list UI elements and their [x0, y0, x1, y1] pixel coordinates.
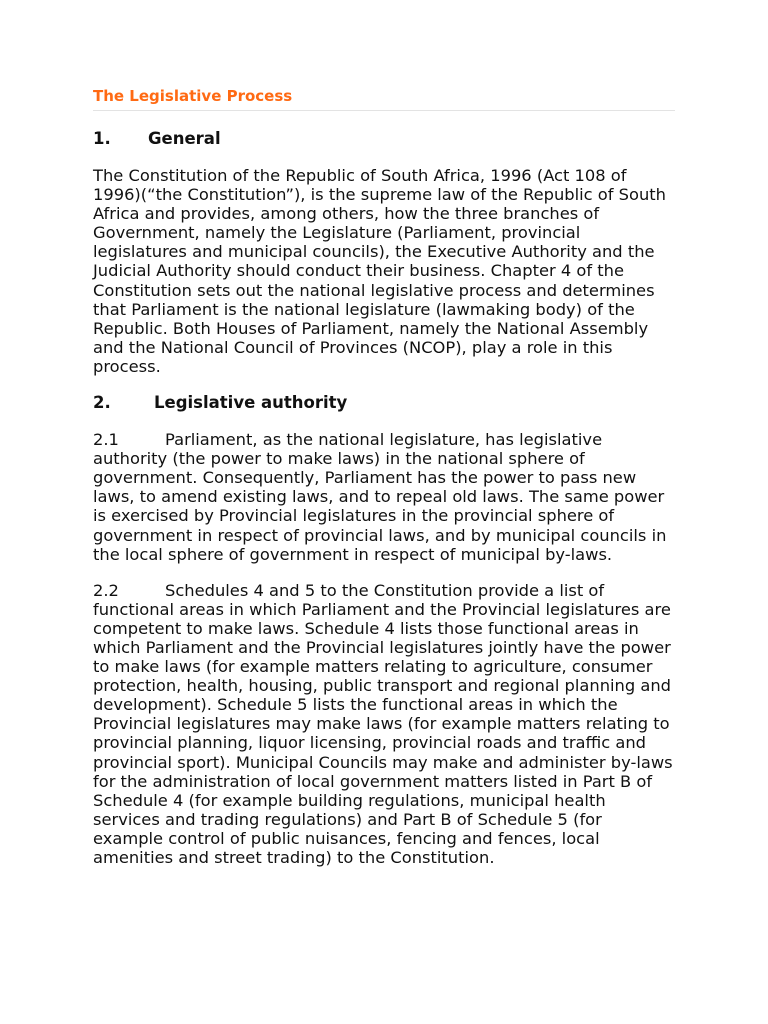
section-heading-general — [93, 129, 675, 149]
paragraph-general: The Constitution of the Republic of South Africa, 1996 (Act 108 of 1996)(“the Constitution”), is the supreme law of the Republic of South Africa and provides, among others, how the three branches of Government, namely the Legislature (Parliament, provincial legislatures and municipal councils), the Executive Authority and the Judicial Authority should conduct their business. Chapter 4 of the Constitution sets out the national legislative process and determines that Parliament is the national legislature (lawmaking body) of the Republic. Both Houses of Parliament, namely the National Assembly and the National Council of Provinces (NCOP), play a role in this process. — [93, 166, 666, 376]
paragraph-number: 2.2 — [93, 580, 119, 600]
section-title: General — [148, 129, 221, 148]
paragraph-text: Schedules 4 and 5 to the Constitution provide a list of functional areas in which Parliament and the Provincial legislatures are competent to make laws. Schedule 4 lists those functional areas in which Parliament and the Provincial legislatures jointly have the power to make laws (for example matters relating to agriculture, consumer protection, health, housing, public transport and regional planning and development). Schedule 5 lists the functional areas in which the Provincial legislatures may make laws (for example matters relating to provincial planning, liquor licensing, provincial roads and traffic and provincial sport). Municipal Councils may make and administer by-laws for the administration of local government matters listed in Part B of Schedule 4 (for example building regulations, municipal health services and trading regulations) and Part B of Schedule 5 (for example control of public nuisances, fencing and fences, local amenities and street trading) to the Constitution. — [93, 580, 673, 867]
paragraph-2-2 — [93, 581, 675, 867]
section-title: Legislative authority — [154, 393, 348, 413]
section-heading-legislative-authority — [93, 393, 675, 413]
document-title: The Legislative Process — [93, 86, 675, 111]
section-number: 1. — [93, 129, 111, 148]
paragraph-text: Parliament, as the national legislature, has legislative authority (the power to make laws) in the national sphere of government. Consequently, Parliament has the power to pass new laws, to amend existing laws, and to repeal old laws. The same power is exercised by Provincial legislatures in the provincial sphere of government in respect of provincial laws, and by municipal councils in the local sphere of government in respect of municipal by-laws. — [93, 430, 667, 564]
paragraph-number: 2.1 — [93, 430, 119, 450]
paragraph-2-1 — [93, 430, 675, 564]
section-number: 2. — [93, 393, 111, 413]
